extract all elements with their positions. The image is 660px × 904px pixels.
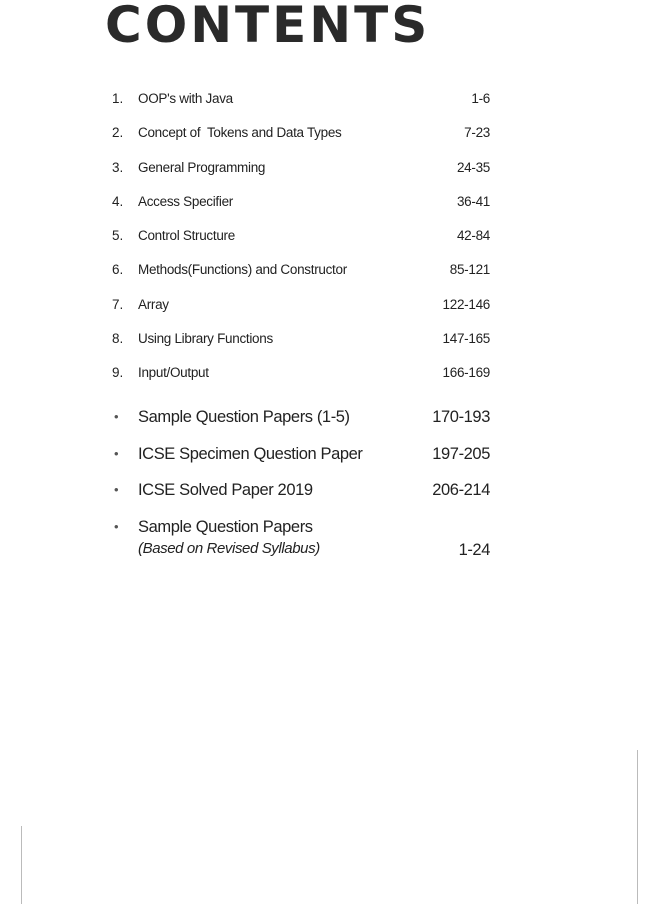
chapter-title: Array bbox=[138, 296, 169, 312]
page-edge-line-right bbox=[637, 750, 638, 904]
toc-row[interactable] bbox=[108, 225, 490, 259]
toc-row[interactable] bbox=[108, 259, 490, 293]
page-range: 36-41 bbox=[456, 193, 490, 209]
chapter-title: Access Specifier bbox=[138, 193, 233, 209]
chapter-number: 9. bbox=[112, 365, 124, 381]
page-range: 166-169 bbox=[442, 365, 490, 381]
chapter-title: Using Library Functions bbox=[138, 331, 273, 347]
toc-row[interactable] bbox=[108, 362, 490, 396]
toc-extra-row[interactable] bbox=[108, 408, 490, 445]
toc-extra-row[interactable] bbox=[108, 481, 490, 518]
bullet-icon: • bbox=[114, 482, 119, 497]
bullet-icon: • bbox=[114, 518, 119, 534]
page-range: 147-165 bbox=[442, 331, 490, 347]
chapter-title: General Programming bbox=[138, 159, 266, 175]
chapter-number: 2. bbox=[112, 125, 124, 141]
page-edge-line-left bbox=[21, 826, 22, 904]
chapter-title: Input/Output bbox=[138, 365, 209, 381]
toc-row[interactable] bbox=[108, 122, 490, 156]
toc-extra-row[interactable] bbox=[108, 445, 490, 482]
chapter-title: Concept of Tokens and Data Types bbox=[138, 125, 342, 141]
toc-extra-row[interactable] bbox=[108, 518, 490, 568]
chapter-number: 7. bbox=[112, 296, 124, 312]
toc-row[interactable] bbox=[108, 191, 490, 225]
toc-row[interactable] bbox=[108, 294, 490, 328]
toc-row[interactable] bbox=[108, 88, 490, 122]
page-title: CONTENTS bbox=[105, 0, 431, 54]
chapter-number: 6. bbox=[112, 262, 124, 278]
chapter-title: Control Structure bbox=[138, 228, 235, 244]
chapter-number: 5. bbox=[112, 228, 124, 244]
appendix-list bbox=[108, 408, 490, 568]
chapter-number: 1. bbox=[112, 91, 124, 106]
section-subtitle: (Based on Revised Syllabus) bbox=[138, 539, 320, 557]
chapter-number: 4. bbox=[112, 193, 124, 209]
page-range: 24-35 bbox=[456, 159, 490, 175]
page-range: 197-205 bbox=[432, 444, 490, 463]
page-range: 1-24 bbox=[458, 540, 490, 559]
bullet-icon: • bbox=[114, 445, 119, 461]
chapter-title: Methods(Functions) and Constructor bbox=[138, 262, 347, 278]
page-range: 206-214 bbox=[432, 481, 490, 499]
page-range: 122-146 bbox=[442, 296, 490, 312]
toc-row[interactable] bbox=[108, 157, 490, 191]
page-range: 85-121 bbox=[449, 262, 490, 278]
section-title: Sample Question Papers bbox=[138, 517, 313, 536]
page-range: 7-23 bbox=[464, 125, 490, 141]
chapter-title: OOP's with Java bbox=[138, 91, 233, 106]
section-title: ICSE Solved Paper 2019 bbox=[138, 481, 313, 499]
bullet-icon: • bbox=[114, 409, 119, 424]
chapter-list bbox=[108, 88, 490, 397]
page-range: 170-193 bbox=[432, 408, 490, 426]
section-title: ICSE Specimen Question Paper bbox=[138, 444, 363, 463]
page-range: 1-6 bbox=[471, 91, 490, 106]
page-range: 42-84 bbox=[456, 228, 490, 244]
chapter-number: 3. bbox=[112, 159, 124, 175]
chapter-number: 8. bbox=[112, 331, 124, 347]
toc-row[interactable] bbox=[108, 328, 490, 362]
section-title: Sample Question Papers (1-5) bbox=[138, 408, 350, 426]
